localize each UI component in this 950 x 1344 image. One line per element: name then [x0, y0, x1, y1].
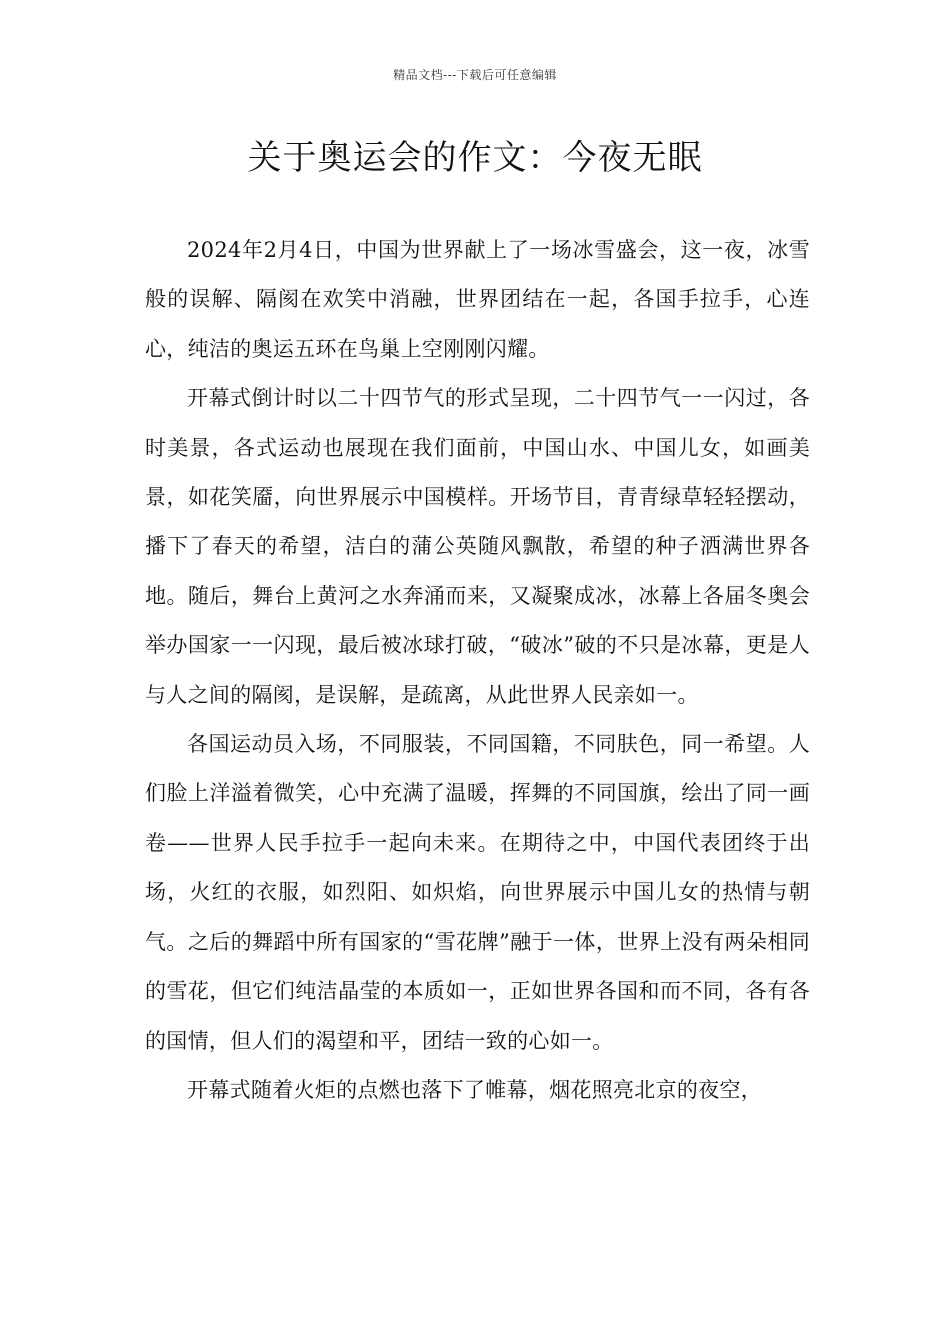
document-title: 关于奥运会的作文：今夜无眠 — [247, 138, 703, 178]
paragraph-2: 开幕式倒计时以二十四节气的形式呈现，二十四节气一一闪过，各时美景，各式运动也展现在我们面前，中国山水、中国儿女，如画美景，如花笑靥，向世界展示中国模样。开场节目，青青绿草轻轻摆动，播下了春天的希望，洁白的蒲公英随风飘散，希望的种子洒满世界各地。随后，舞台上黄河之水奔涌而来，又凝聚成冰，冰幕上各届冬奥会举办国家一一闪现，最后被冰球打破，“破冰”破的不只是冰幕，更是人与人之间的隔阂，是误解，是疏离，从此世界人民亲如一。 — [145, 386, 810, 707]
paragraph-4: 开幕式随着火炬的点燃也落下了帷幕，烟花照亮北京的夜空， — [187, 1077, 763, 1102]
header-note: 精品文档---下载后可任意编辑 — [393, 68, 557, 82]
paragraph-1: 2024年2月4日，中国为世界献上了一场冰雪盛会，这一夜，冰雪般的误解、隔阂在欢笑中消融，世界团结在一起，各国手拉手，心连心，纯洁的奥运五环在鸟巢上空刚刚闪耀。 — [145, 238, 810, 361]
paragraph-3: 各国运动员入场，不同服装，不同国籍，不同肤色，同一希望。人们脸上洋溢着微笑，心中充满了温暖，挥舞的不同国旗，绘出了同一画卷——世界人民手拉手一起向未来。在期待之中，中国代表团终于出场，火红的衣服，如烈阳、如炽焰，向世界展示中国儿女的热情与朝气。之后的舞蹈中所有国家的“雪花牌”融于一体，世界上没有两朵相同的雪花，但它们纯洁晶莹的本质如一，正如世界各国和而不同，各有各的国情，但人们的渴望和平，团结一致的心如一。 — [145, 732, 810, 1053]
document-body — [145, 226, 810, 1115]
